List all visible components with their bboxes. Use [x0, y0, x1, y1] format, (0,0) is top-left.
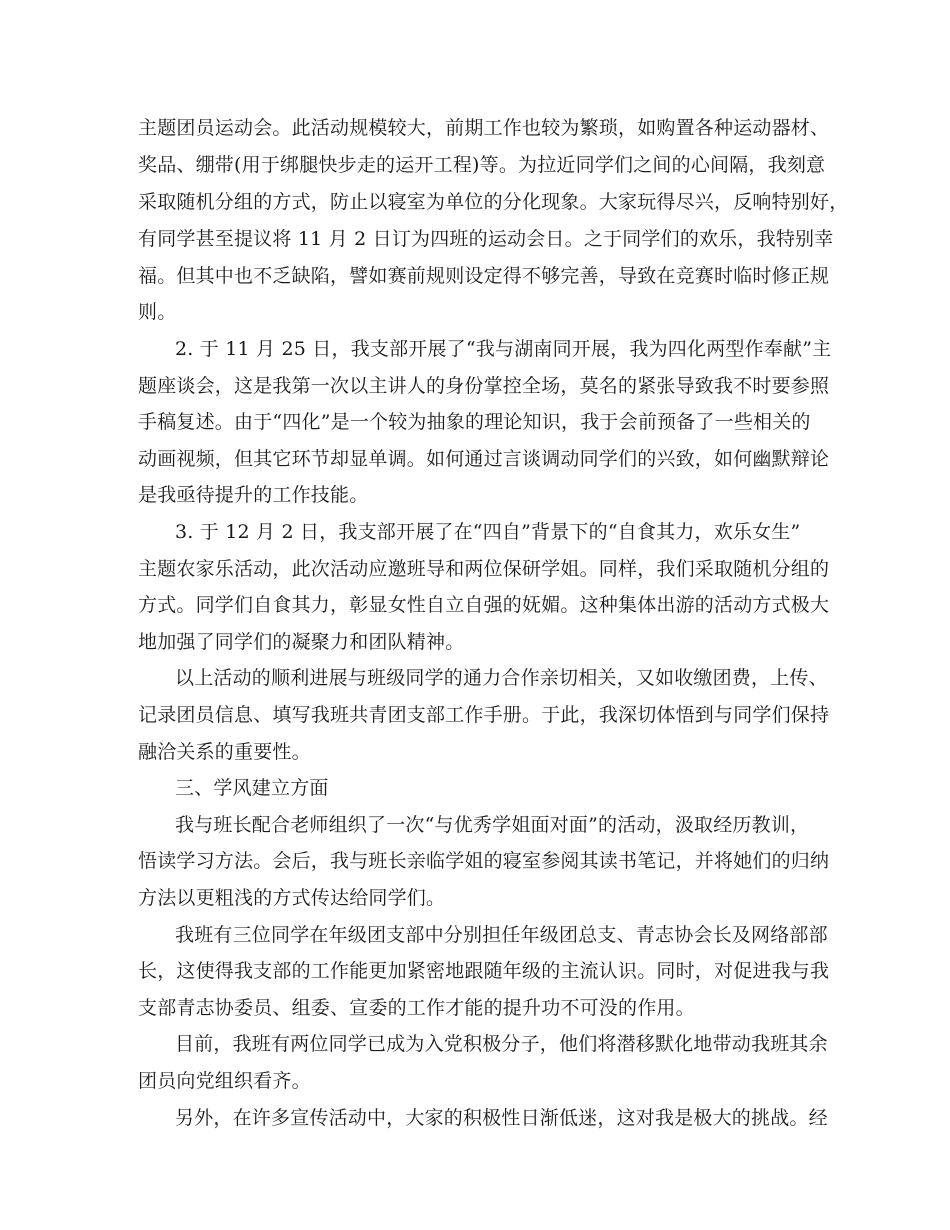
- text-line: 手稿复述。由于“四化”是一个较为抽象的理论知识，我于会前预备了一些相关的: [138, 411, 811, 433]
- text-line: 则。: [138, 301, 177, 323]
- text-line: 奖品、绷带(用于绑腿快步走的运开工程)等。为拉近同学们之间的心间隔，我刻意: [138, 154, 826, 176]
- text-line: 是我亟待提升的工作技能。: [138, 484, 369, 506]
- text-line: 目前，我班有两位同学已成为入党积极分子，他们将潜移默化地带动我班其余: [175, 1033, 828, 1055]
- text-line: 采取随机分组的方式，防止以寝室为单位的分化现象。大家玩得尽兴，反响特别好，: [138, 191, 849, 213]
- text-line: 3. 于 12 月 2 日，我支部开展了在“四自”背景下的“自食其力，欢乐女生”: [175, 521, 801, 543]
- text-line: 融洽关系的重要性。: [138, 741, 311, 763]
- text-line: 有同学甚至提议将 11 月 2 日订为四班的运动会日。之于同学们的欢乐，我特别幸: [138, 228, 834, 250]
- text-line: 悟读学习方法。会后，我与班长亲临学姐的寝室参阅其读书笔记，并将她们的归纳: [138, 850, 830, 872]
- text-line: 动画视频，但其它环节却显单调。如何通过言谈调动同学们的兴致，如何幽默辩论: [138, 448, 830, 470]
- section-heading: 三、学风建立方面: [175, 777, 329, 799]
- text-line: 方式。同学们自食其力，彰显女性自立自强的妩媚。这种集体出游的活动方式极大: [138, 594, 830, 616]
- text-line: 地加强了同学们的凝聚力和团队精神。: [138, 631, 465, 653]
- text-line: 2. 于 11 月 25 日，我支部开展了“我与湖南同开展，我为四化两型作奉献”主: [175, 338, 832, 360]
- text-line: 方法以更粗浅的方式传达给同学们。: [138, 887, 446, 909]
- text-line: 团员向党组织看齐。: [138, 1070, 311, 1092]
- text-line: 以上活动的顺利进展与班级同学的通力合作亲切相关，又如收缴团费，上传、: [175, 667, 828, 689]
- text-line: 记录团员信息、填写我班共青团支部工作手册。于此，我深切体悟到与同学们保持: [138, 704, 830, 726]
- text-line: 长，这使得我支部的工作能更加紧密地跟随年级的主流认识。同时，对促进我与我: [138, 960, 830, 982]
- text-line: 支部青志协委员、组委、宣委的工作才能的提升功不可没的作用。: [138, 997, 695, 1019]
- text-line: 主题团员运动会。此活动规模较大，前期工作也较为繁琐，如购置各种运动器材、: [138, 117, 830, 139]
- text-line: 主题农家乐活动，此次活动应邀班导和两位保研学姐。同样，我们采取随机分组的: [138, 558, 830, 580]
- text-line: 我班有三位同学在年级团支部中分别担任年级团总支、青志协会长及网络部部: [175, 924, 828, 946]
- text-line: 题座谈会，这是我第一次以主讲人的身份掌控全场，莫名的紧张导致我不时要参照: [138, 375, 830, 397]
- text-line: 福。但其中也不乏缺陷，譬如赛前规则设定得不够完善，导致在竞赛时临时修正规: [138, 265, 830, 287]
- text-line: 我与班长配合老师组织了一次“与优秀学姐面对面”的活动，汲取经历教训，: [175, 814, 810, 836]
- text-line: 另外，在许多宣传活动中，大家的积极性日渐低迷，这对我是极大的挑战。经: [175, 1107, 828, 1129]
